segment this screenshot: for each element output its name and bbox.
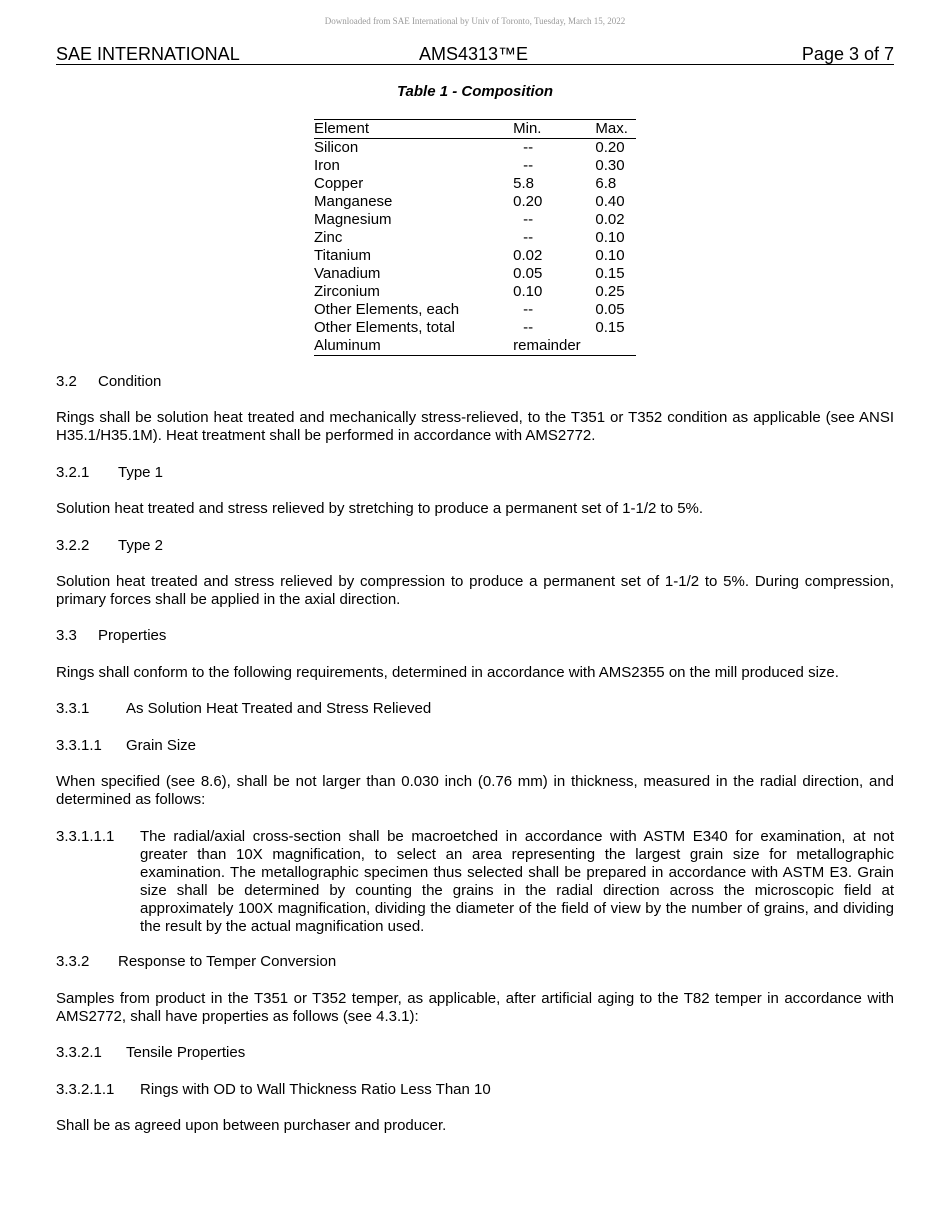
- section-heading-3-3-2: [56, 953, 894, 971]
- paragraph-type-1: Solution heat treated and stress relieved by stretching to produce a permanent set of 1-1/2 to 5%.: [56, 500, 704, 517]
- max-cell: 0.20: [595, 139, 625, 156]
- section-number: 3.3.1: [56, 700, 90, 717]
- subsection-3-3-1-1-1: [56, 828, 894, 936]
- section-title: Type 2: [118, 537, 164, 554]
- section-title: As Solution Heat Treated and Stress Relieved: [126, 700, 432, 717]
- section-title: Type 1: [118, 464, 164, 481]
- section-heading-3-2-2: [56, 537, 894, 555]
- element-cell: Vanadium: [314, 265, 381, 282]
- max-cell: 0.30: [595, 157, 625, 174]
- table-row: [314, 319, 636, 337]
- max-cell: 0.05: [595, 301, 625, 318]
- table-row: [314, 301, 636, 319]
- element-cell: Other Elements, each: [314, 301, 460, 318]
- column-header-min: Min.: [513, 120, 595, 139]
- table-row: [314, 157, 636, 175]
- paragraph-agreed-upon: Shall be as agreed upon between purchaser and producer.: [56, 1117, 447, 1134]
- table-row: [314, 337, 636, 356]
- column-header-element: Element: [314, 120, 513, 139]
- min-cell: 0.02: [513, 247, 543, 264]
- section-number: 3.3.2: [56, 953, 90, 970]
- section-title: Tensile Properties: [126, 1044, 246, 1061]
- table-row: [314, 247, 636, 265]
- min-cell: --: [523, 301, 534, 318]
- max-cell: 0.15: [595, 319, 625, 336]
- min-cell: 0.10: [513, 283, 543, 300]
- table-header-row: [314, 120, 636, 139]
- section-number: 3.3.2.1: [56, 1044, 102, 1061]
- max-cell: 6.8: [595, 175, 617, 192]
- section-heading-3-3-2-1-1: [56, 1081, 894, 1099]
- section-heading-3-2: [56, 373, 894, 391]
- element-cell: Copper: [314, 175, 364, 192]
- section-number: 3.2.2: [56, 537, 90, 554]
- section-heading-3-2-1: [56, 464, 894, 482]
- section-number: 3.3.1.1: [56, 737, 102, 754]
- max-cell: 0.02: [595, 211, 625, 228]
- section-number: 3.3: [56, 627, 77, 644]
- section-heading-3-3-2-1: [56, 1044, 894, 1062]
- element-cell: Magnesium: [314, 211, 392, 228]
- paragraph-condition: Rings shall be solution heat treated and mechanically stress-relieved, to the T351 or T352 condition as applicable (see ANSI H35.1/H35.1M). Heat treatment shall be performed in accordance with AMS2772.: [56, 409, 894, 444]
- element-cell: Titanium: [314, 247, 371, 264]
- paragraph-grain-size: When specified (see 8.6), shall be not larger than 0.030 inch (0.76 mm) in thickness, measured in the radial direction, and determined as follows:: [56, 773, 894, 808]
- max-cell: 0.15: [595, 265, 625, 282]
- element-cell: Manganese: [314, 193, 393, 210]
- document-number: AMS4313™E: [419, 44, 529, 64]
- download-watermark: Downloaded from SAE International by Univ of Toronto, Tuesday, March 15, 2022: [324, 16, 626, 26]
- min-cell: remainder: [513, 337, 581, 354]
- min-cell: --: [523, 319, 534, 336]
- min-cell: --: [523, 139, 534, 156]
- section-title: Properties: [98, 627, 167, 644]
- organization-name: SAE INTERNATIONAL: [56, 44, 240, 64]
- min-cell: --: [523, 229, 534, 246]
- section-number: 3.2.1: [56, 464, 90, 481]
- min-cell: 5.8: [513, 175, 534, 192]
- composition-table: [314, 119, 636, 356]
- section-number: 3.3.1.1.1: [56, 828, 115, 845]
- column-header-max: Max.: [595, 120, 636, 139]
- section-title: Rings with OD to Wall Thickness Ratio Less Than 10: [140, 1081, 491, 1098]
- min-cell: 0.05: [513, 265, 543, 282]
- max-cell: 0.10: [595, 247, 625, 264]
- paragraph-temper-conversion: Samples from product in the T351 or T352 temper, as applicable, after artificial aging to the T82 temper in accordance with AMS2772, shall have properties as follows (see 4.3.1):: [56, 990, 894, 1025]
- table-row: [314, 229, 636, 247]
- element-cell: Zirconium: [314, 283, 380, 300]
- table-row: [314, 175, 636, 193]
- min-cell: --: [523, 211, 534, 228]
- table-row: [314, 139, 636, 158]
- section-heading-3-3-1: [56, 700, 894, 718]
- max-cell: 0.10: [595, 229, 625, 246]
- table-row: [314, 265, 636, 283]
- element-cell: Aluminum: [314, 337, 381, 354]
- paragraph-macroetch: The radial/axial cross-section shall be macroetched in accordance with ASTM E340 for examination, at not greater than 10X magnification, to select an area representing the largest grain size for metallographic examination. The metallographic specimen thus selected shall be prepared in accordance with ASTM E3. Grain size shall be determined by counting the grains in the radial direction across the microscopic field at approximately 100X magnification, dividing the diameter of the field of view by the number of grains, and dividing the result by the actual magnification used.: [140, 828, 894, 935]
- element-cell: Silicon: [314, 139, 359, 156]
- paragraph-properties: Rings shall conform to the following requirements, determined in accordance with AMS2355 on the mill produced size.: [56, 664, 839, 681]
- page-header: [56, 44, 894, 65]
- max-cell: 0.25: [595, 283, 625, 300]
- section-title: Grain Size: [126, 737, 197, 754]
- table-row: [314, 283, 636, 301]
- section-title: Condition: [98, 373, 162, 390]
- max-cell: 0.40: [595, 193, 625, 210]
- element-cell: Other Elements, total: [314, 319, 455, 336]
- section-heading-3-3-1-1: [56, 737, 894, 755]
- page-number: Page 3 of 7: [801, 44, 894, 64]
- table-row: [314, 193, 636, 211]
- section-number: 3.2: [56, 373, 77, 390]
- section-heading-3-3: [56, 627, 894, 645]
- section-number: 3.3.2.1.1: [56, 1081, 115, 1098]
- element-cell: Iron: [314, 157, 340, 174]
- min-cell: 0.20: [513, 193, 543, 210]
- element-cell: Zinc: [314, 229, 343, 246]
- table-title: Table 1 - Composition: [396, 83, 554, 100]
- paragraph-type-2: Solution heat treated and stress relieved by compression to produce a permanent set of 1-1/2 to 5%. During compression, primary forces shall be applied in the axial direction.: [56, 573, 894, 608]
- section-title: Response to Temper Conversion: [118, 953, 337, 970]
- table-row: [314, 211, 636, 229]
- min-cell: --: [523, 157, 534, 174]
